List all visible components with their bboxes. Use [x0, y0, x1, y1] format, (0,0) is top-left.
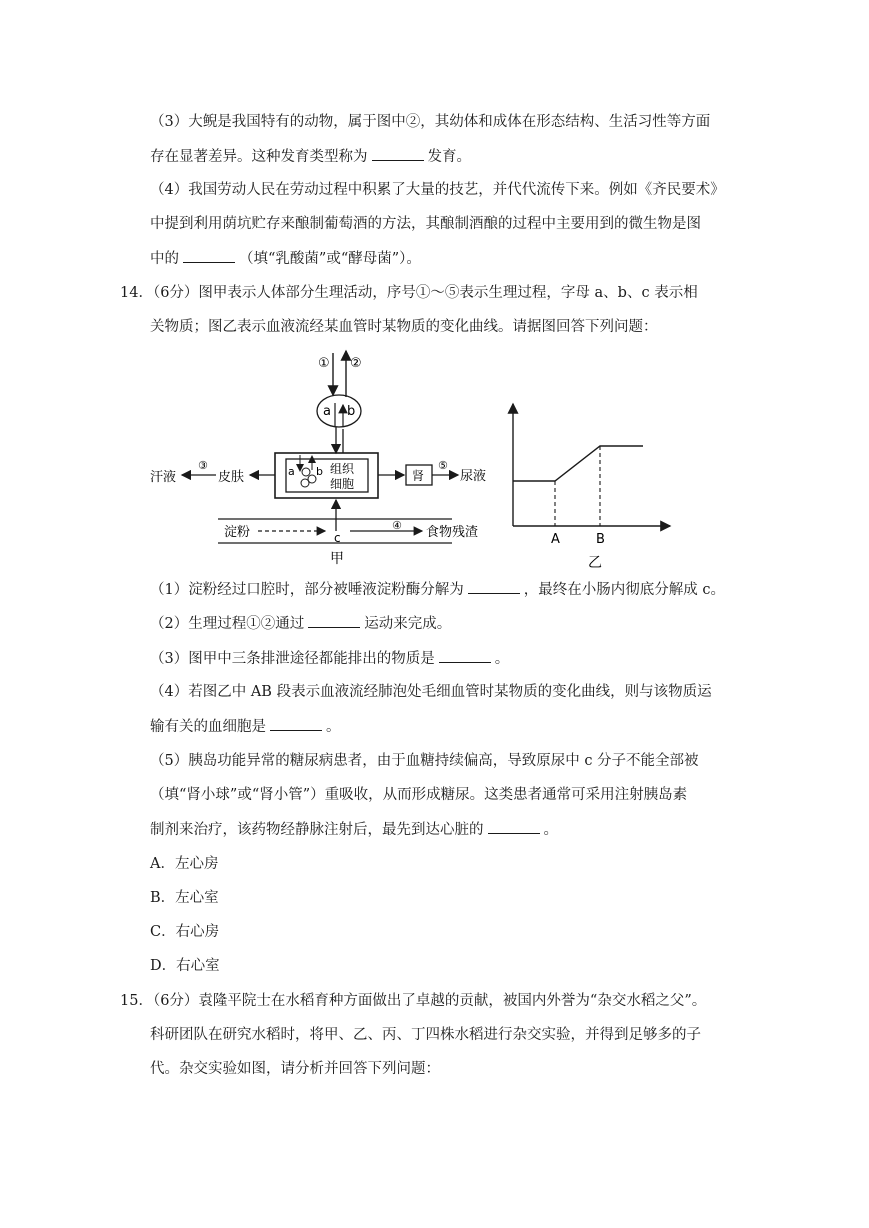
- tick-label-a: A: [551, 532, 560, 547]
- q15-line1: 15．（6分）袁隆平院士在水稻育种方面做出了卓越的贡献，被国内外誉为“杂交水稻之父”。: [120, 993, 707, 1009]
- q14-sub5-line2: （填“肾小球”或“肾小管”）重吸收，从而形成糖尿。这类患者通常可采用注射胰岛素: [150, 787, 688, 803]
- chart-caption-yi: 乙: [588, 555, 602, 571]
- q14-sub1: （1）淀粉经过口腔时，部分被唾液淀粉酶分解为 ，最终在小肠内彻底分解成 c。: [150, 579, 725, 600]
- q14-sub4-line1: （4）若图乙中 AB 段表示血液流经肺泡处毛细血管时某物质的变化曲线，则与该物质运: [150, 684, 712, 700]
- label-circle-3: ③: [198, 459, 208, 472]
- tissue-cell-box: [286, 459, 368, 492]
- answer-blank[interactable]: [488, 819, 540, 834]
- q15-line3: 代。杂交实验如图，请分析并回答下列问题：: [150, 1061, 440, 1077]
- label-b-top: b: [347, 404, 356, 419]
- residue-label: 食物残渣: [426, 525, 479, 540]
- q14-stem-line2: 关物质；图乙表示血液流经某血管时某物质的变化曲线。请据图回答下列问题：: [150, 319, 658, 335]
- option-a[interactable]: A．左心房: [150, 856, 219, 872]
- q14-stem-line1: 14．（6分）图甲表示人体部分生理活动，序号①～⑤表示生理过程，字母 a、b、c 表示相: [120, 285, 698, 301]
- option-c[interactable]: C．右心房: [150, 924, 220, 940]
- answer-blank[interactable]: [270, 716, 322, 731]
- option-d[interactable]: D．右心室: [150, 958, 220, 974]
- answer-blank[interactable]: [468, 579, 520, 594]
- series-line: [513, 446, 643, 481]
- q14-sub5-line1: （5）胰岛功能异常的糖尿病患者，由于血糖持续偏高，导致原尿中 c 分子不能全部被: [150, 753, 699, 769]
- label-circle-2: ②: [350, 356, 362, 371]
- answer-blank[interactable]: [308, 613, 360, 628]
- answer-blank[interactable]: [183, 248, 235, 263]
- q13-p3-line2: 存在显著差异。这种发育类型称为 发育。: [150, 146, 471, 167]
- q13-p4-line1: （4）我国劳动人民在劳动过程中积累了大量的技艺，并代代流传下来。例如《齐民要术》: [150, 182, 725, 198]
- q14-sub5-line3: 制剂来治疗，该药物经静脉注射后，最先到达心脏的 。: [150, 819, 558, 840]
- tissue-cell-label-1: 组织: [330, 462, 355, 476]
- label-circle-1: ①: [318, 356, 330, 371]
- q13-p4-line3: 中的 （填“乳酸菌”或“酵母菌”）。: [150, 248, 421, 269]
- kidney-label: 肾: [412, 469, 425, 483]
- label-b-cell: b: [316, 465, 323, 478]
- starch-label: 淀粉: [224, 525, 251, 540]
- diagram-jia: [140, 345, 500, 570]
- tissue-cell-label-2: 细胞: [330, 477, 355, 491]
- option-b[interactable]: B．左心室: [150, 890, 219, 906]
- label-c: c: [334, 531, 341, 545]
- urine-label: 尿液: [460, 469, 487, 484]
- q15-line2: 科研团队在研究水稻时，将甲、乙、丙、丁四株水稻进行杂交实验，并得到足够多的子: [150, 1027, 701, 1043]
- label-a-top: a: [323, 404, 331, 419]
- label-circle-5: ⑤: [438, 459, 448, 472]
- diagram-caption-jia: 甲: [330, 551, 344, 567]
- answer-blank[interactable]: [372, 146, 424, 161]
- label-a-cell: a: [288, 465, 295, 478]
- sweat-label: 汗液: [150, 470, 177, 485]
- skin-label: 皮肤: [218, 470, 245, 485]
- q14-sub4-line2: 输有关的血细胞是 。: [150, 716, 341, 737]
- answer-blank[interactable]: [439, 648, 491, 663]
- tick-label-b: B: [596, 532, 605, 547]
- q13-p3-line1: （3）大鲵是我国特有的动物，属于图中②，其幼体和成体在形态结构、生活习性等方面: [150, 114, 711, 130]
- q13-p4-line2: 中提到利用荫坑贮存来酿制葡萄酒的方法，其酿制酒酿的过程中主要用到的微生物是图: [150, 216, 701, 232]
- chart-yi: [500, 398, 680, 573]
- q14-sub3: （3）图甲中三条排泄途径都能排出的物质是 。: [150, 648, 509, 669]
- label-circle-4: ④: [392, 519, 402, 532]
- q14-sub2: （2）生理过程①②通过 运动来完成。: [150, 613, 451, 634]
